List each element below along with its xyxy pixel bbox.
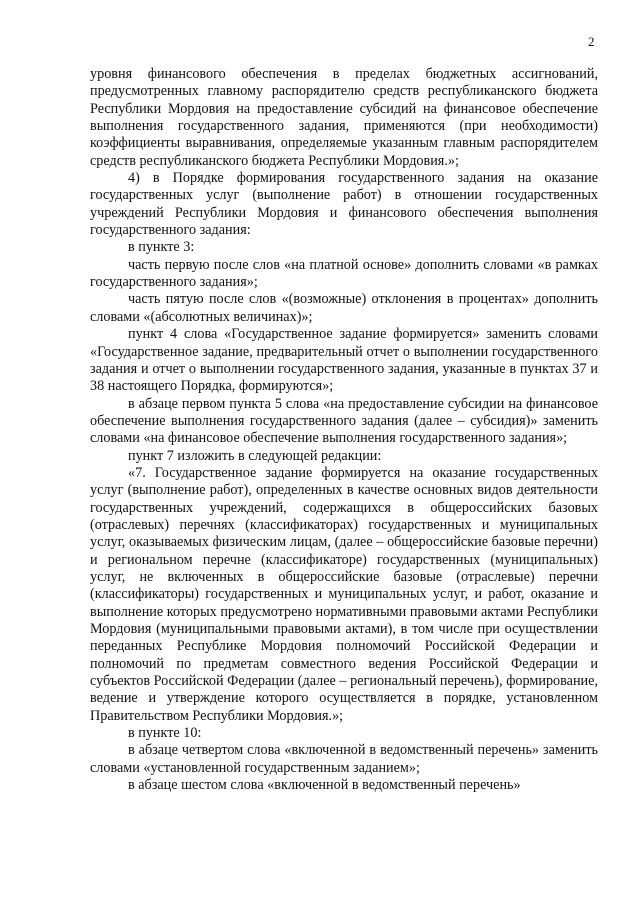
paragraph-part-five: часть пятую после слов «(возможные) отклонения в процентах» дополнить словами «(абсолютных величинах)»; — [90, 291, 598, 325]
paragraph-abzac-four: в абзаце четвертом слова «включенной в ведомственный перечень» заменить словами «установленной государственным заданием»; — [90, 742, 598, 776]
paragraph-clause-10: в пункте 10: — [128, 725, 202, 742]
paragraph-clause-7-text: «7. Государственное задание формируется на оказание государственных услуг (выполнение работ), определенных в качестве основных видов деятельности государственных учреждений, содержащихся в общероссийских базовых (отраслевых) перечнях (классификаторах) государственных и муниципальных услуг, оказываемых физическим лицам, (далее – общероссийские базовые перечни) и региональном перечне (классификаторе) государственных (муниципальных) услуг, не включенных в общероссийские базовые (отраслевые) перечни (классификаторы) государственных и муниципальных услуг, и работ, оказание и выполнение которых предусмотрено нормативными правовыми актами Республики Мордовия (муниципальными правовыми актами), в том числе при осуществлении переданных Республике Мордовия полномочий Российской Федерации и полномочий по предметам совместного ведения Российской Федерации и субъектов Российской Федерации (далее – региональный перечень), формирование, ведение и утверждение которого осуществляется в порядке, установленном Правительством Республики Мордовия.»; — [90, 464, 598, 724]
page-number: 2 — [588, 34, 595, 49]
paragraph-clause-5: в абзаце первом пункта 5 слова «на предоставление субсидии на финансовое обеспечение выполнения государственного задания (далее – субсидия)» заменить словами «на финансовое обеспечение выполнения государственного задания»; — [90, 395, 598, 447]
paragraph-clause-7-intro: пункт 7 изложить в следующей редакции: — [128, 447, 382, 464]
document-body — [90, 66, 598, 794]
paragraph-abzac-six: в абзаце шестом слова «включенной в ведомственный перечень» — [128, 777, 521, 794]
paragraph-item-4: 4) в Порядке формирования государственного задания на оказание государственных услуг (выполнение работ) в отношении государственных учреждений Республики Мордовия и финансового обеспечения выполнения государственного задания: — [90, 170, 598, 239]
paragraph-continuation: уровня финансового обеспечения в пределах бюджетных ассигнований, предусмотренных главному распорядителю средств республиканского бюджета Республики Мордовия на предоставление субсидий на финансовое обеспечение выполнения государственного задания, применяются (при необходимости) коэффициенты выравнивания, определяемые указанным главным распорядителем средств республиканского бюджета Республики Мордовия.»; — [90, 66, 598, 169]
paragraph-clause-4: пункт 4 слова «Государственное задание формируется» заменить словами «Государственное задание, предварительный отчет о выполнении государственного задания и отчет о выполнении государственного задания, указанные в пунктах 37 и 38 настоящего Порядка, формируются»; — [90, 326, 598, 395]
paragraph-part-one: часть первую после слов «на платной основе» дополнить словами «в рамках государственного задания»; — [90, 256, 598, 291]
paragraph-clause-3: в пункте 3: — [128, 239, 195, 256]
